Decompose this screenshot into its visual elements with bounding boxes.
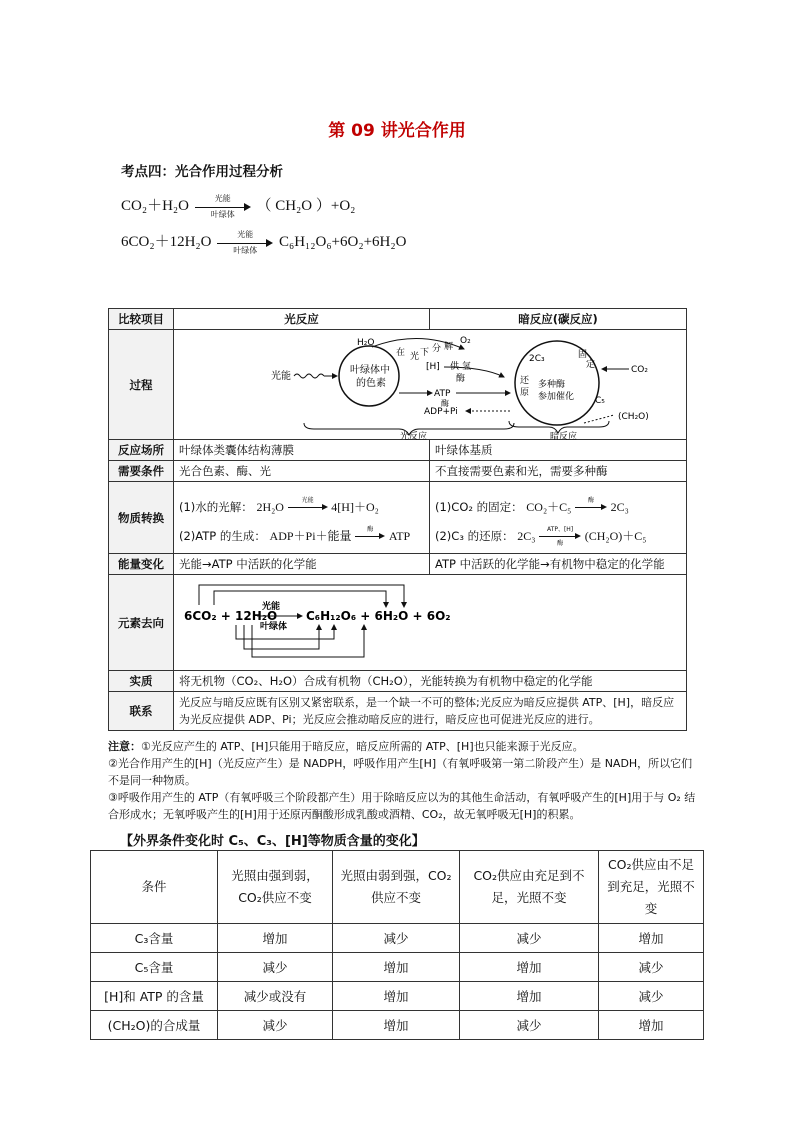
change-heading: 【外界条件变化时 C₅、C₃、[H]等物质含量的变化】 xyxy=(120,834,425,849)
table-cell: 减少 xyxy=(218,953,333,982)
table-cell: 增加 xyxy=(460,953,599,982)
light-energy-label: 光能 xyxy=(271,370,291,382)
split-char-4: 解 xyxy=(444,341,454,352)
light-rx-label: 光反应 xyxy=(400,431,428,442)
table-cell: 减少 xyxy=(460,1011,599,1040)
table-cell: 减少 xyxy=(599,982,704,1011)
process-diagram-cell xyxy=(174,330,687,440)
atp-generation-prefix: (2)ATP 的生成： xyxy=(179,528,266,543)
atp-generation-above: 酶 xyxy=(367,526,374,533)
element-eq-right: C₆H₁₂O₆ + 6H₂O + 6O₂ xyxy=(306,608,451,623)
relation-text: 光反应与暗反应既有区别又紧密联系，是一个缺一不可的整体;光反应为暗反应提供 ATP、[H]，暗反应为光反应提供 ADP、Pi；光反应会推动暗反应的进行，暗反应也可促进光反应的进行。 xyxy=(174,692,687,731)
note-1-text: ①光反应产生的 ATP、[H]只能用于暗反应，暗反应所需的 ATP、[H]也只能来源于光反应。 xyxy=(141,740,584,753)
water-photolysis xyxy=(179,498,424,515)
process-diagram xyxy=(174,331,686,442)
change-header-1: 光照由强到弱，CO₂供应不变 xyxy=(218,851,333,924)
h-label: [H] xyxy=(426,361,440,372)
c3-reduction-below: 酶 xyxy=(557,540,564,547)
table-cell: 增加 xyxy=(333,1011,460,1040)
element-flow-cell xyxy=(174,575,687,671)
co2-fixation-arrow xyxy=(575,497,607,513)
change-table xyxy=(90,850,704,1040)
eq2-arrow xyxy=(217,229,273,255)
atp-generation xyxy=(179,527,424,544)
c3-reduction-left: 2C₃ xyxy=(517,528,536,543)
table-cell: C₃含量 xyxy=(91,924,218,953)
enzymes-label-2: 参加催化 xyxy=(538,391,575,402)
table-cell: C₅含量 xyxy=(91,953,218,982)
condition-dark: 不直接需要色素和光，需要多种酶 xyxy=(430,461,687,482)
water-photolysis-right: 4[H]＋O₂ xyxy=(331,499,379,514)
fix-char-1: 定 xyxy=(586,359,596,370)
header-dark: 暗反应(碳反应) xyxy=(430,309,687,330)
water-photolysis-prefix: (1)水的光解： xyxy=(179,499,253,514)
eq2-below: 叶绿体 xyxy=(233,245,258,255)
note-2: ②光合作用产生的[H]（光反应产生）是 NADPH，呼吸作用产生[H]（有氧呼吸第一第二阶段产生）是 NADH，所以它们不是同一种物质。 xyxy=(108,757,693,787)
table-cell: (CH₂O)的合成量 xyxy=(91,1011,218,1040)
co2-fixation xyxy=(435,498,681,515)
row-energy-label: 能量变化 xyxy=(109,554,174,575)
eq1-above: 光能 xyxy=(214,193,231,203)
ch2o-arrow xyxy=(584,415,614,423)
note-3: ③呼吸作用产生的 ATP（有氧呼吸三个阶段都产生）用于除暗反应以为的其他生命活动，有氧呼吸产生的[H]用于与 O₂ 结合形成水；无氧呼吸产生的[H]用于还原丙酮酸形成乳酸或酒精、CO₂，故无氧呼吸无[H]的积累。 xyxy=(108,791,696,821)
c3-reduction-above: ATP、[H] xyxy=(547,526,574,533)
row-element-label: 元素去向 xyxy=(109,575,174,671)
change-header-4: CO₂供应由不足到充足，光照不变 xyxy=(599,851,704,924)
essence-text: 将无机物（CO₂、H₂O）合成有机物（CH₂O），光能转换为有机物中稳定的化学能 xyxy=(174,671,687,692)
row-site-label: 反应场所 xyxy=(109,440,174,461)
table-row xyxy=(91,924,704,953)
table-cell: 减少或没有 xyxy=(218,982,333,1011)
split-char-3: 分 xyxy=(432,343,442,354)
table-cell: 增加 xyxy=(333,982,460,1011)
row-condition-label: 需要条件 xyxy=(109,461,174,482)
o-flow-arrow-1 xyxy=(199,585,404,607)
table-row xyxy=(91,1011,704,1040)
fix-char-0: 固 xyxy=(578,349,588,360)
notes xyxy=(108,738,698,823)
equation-1 xyxy=(121,193,356,219)
eq1-below: 叶绿体 xyxy=(210,209,235,219)
c3-reduction-arrow xyxy=(539,526,581,547)
table-cell: 减少 xyxy=(460,924,599,953)
change-header-3: CO₂供应由充足到不足，光照不变 xyxy=(460,851,599,924)
material-light xyxy=(174,482,430,554)
dark-rx-label: 暗反应 xyxy=(550,431,578,442)
eq1-right: （ CH₂O ）+O₂ xyxy=(256,198,356,214)
water-photolysis-above: 光能 xyxy=(301,497,314,504)
table-cell: 增加 xyxy=(460,982,599,1011)
reduce-char-1: 原 xyxy=(520,387,530,398)
c3-label: 2C₃ xyxy=(529,353,545,364)
eq2-above: 光能 xyxy=(237,229,254,239)
co2-label: CO₂ xyxy=(631,364,648,375)
eq2-left: 6CO₂＋12H₂O xyxy=(121,234,212,250)
co2-fixation-above: 酶 xyxy=(587,497,594,504)
eq1-arrow xyxy=(195,193,251,219)
enzymes-label-1: 多种酶 xyxy=(538,379,566,390)
table-row xyxy=(91,953,704,982)
light-wave xyxy=(294,374,324,378)
equation-2 xyxy=(121,229,407,255)
element-eq-left: 6CO₂ + 12H₂O xyxy=(184,608,278,623)
header-light: 光反应 xyxy=(174,309,430,330)
ch2o-label: (CH₂O) xyxy=(618,411,649,422)
water-photolysis-arrow xyxy=(288,497,328,513)
supply-char-0: 供 xyxy=(450,361,460,372)
atp-enzyme-label: 酶 xyxy=(441,398,449,408)
enzyme-label: 酶 xyxy=(456,373,466,384)
atp-generation-left: ADP＋Pi＋能量 xyxy=(269,528,352,543)
element-eq-above: 光能 xyxy=(262,601,281,612)
eq1-left: CO₂＋H₂O xyxy=(121,198,189,214)
c3-reduction xyxy=(435,526,681,547)
row-essence-label: 实质 xyxy=(109,671,174,692)
water-photolysis-left: 2H₂O xyxy=(256,499,284,514)
pigment-label-2: 的色素 xyxy=(356,377,386,389)
row-process-label: 过程 xyxy=(109,330,174,440)
comparison-table xyxy=(108,308,687,731)
element-eq-below: 叶绿体 xyxy=(260,621,288,632)
split-char-2: 下 xyxy=(420,347,430,358)
table-cell: 减少 xyxy=(333,924,460,953)
section-heading: 考点四：光合作用过程分析 xyxy=(121,164,283,180)
o-flow-arrow-2 xyxy=(214,591,386,607)
site-light: 叶绿体类囊体结构薄膜 xyxy=(174,440,430,461)
table-row xyxy=(91,982,704,1011)
change-header-0: 条件 xyxy=(91,851,218,924)
table-cell: 增加 xyxy=(333,953,460,982)
atp-label: ATP xyxy=(434,388,451,399)
split-char-0: 在 xyxy=(396,347,406,358)
c3-reduction-prefix: (2)C₃ 的还原： xyxy=(435,528,514,543)
adp-label: ADP+Pi xyxy=(424,406,458,417)
table-cell: 减少 xyxy=(599,953,704,982)
material-dark xyxy=(430,482,687,554)
row-relation-label: 联系 xyxy=(109,692,174,731)
table-cell: 减少 xyxy=(218,1011,333,1040)
pigment-circle xyxy=(339,346,399,406)
table-cell: 增加 xyxy=(599,1011,704,1040)
split-char-1: 光 xyxy=(410,351,420,362)
energy-dark: ATP 中活跃的化学能→有机物中稳定的化学能 xyxy=(430,554,687,575)
condition-light: 光合色素、酶、光 xyxy=(174,461,430,482)
pigment-label-1: 叶绿体中 xyxy=(350,364,390,376)
page-title: 第 09 讲光合作用 xyxy=(328,121,466,141)
header-item: 比较项目 xyxy=(109,309,174,330)
row-material-label: 物质转换 xyxy=(109,482,174,554)
co2-fixation-prefix: (1)CO₂ 的固定： xyxy=(435,499,523,514)
c3-reduction-right: (CH₂O)＋C₅ xyxy=(584,528,647,543)
co2-fixation-right: 2C₃ xyxy=(610,499,629,514)
atp-generation-arrow xyxy=(355,526,385,542)
element-flow-diagram xyxy=(174,577,451,669)
site-dark: 叶绿体基质 xyxy=(430,440,687,461)
table-cell: 增加 xyxy=(599,924,704,953)
c5-label: C₅ xyxy=(595,395,605,406)
eq2-right: C₆H₁₂O₆+6O₂+6H₂O xyxy=(278,234,407,250)
change-header-2: 光照由弱到强，CO₂供应不变 xyxy=(333,851,460,924)
notes-label: 注意： xyxy=(108,740,141,753)
table-cell: [H]和 ATP 的含量 xyxy=(91,982,218,1011)
note-1 xyxy=(108,738,698,755)
h2o-label: H₂O xyxy=(357,337,375,348)
reduce-char-0: 还 xyxy=(520,375,530,386)
o2-label: O₂ xyxy=(460,335,471,346)
table-cell: 增加 xyxy=(218,924,333,953)
energy-light: 光能→ATP 中活跃的化学能 xyxy=(174,554,430,575)
atp-generation-right: ATP xyxy=(388,528,411,543)
co2-fixation-left: CO₂＋C₅ xyxy=(526,499,572,514)
supply-char-1: 氢 xyxy=(462,361,472,372)
